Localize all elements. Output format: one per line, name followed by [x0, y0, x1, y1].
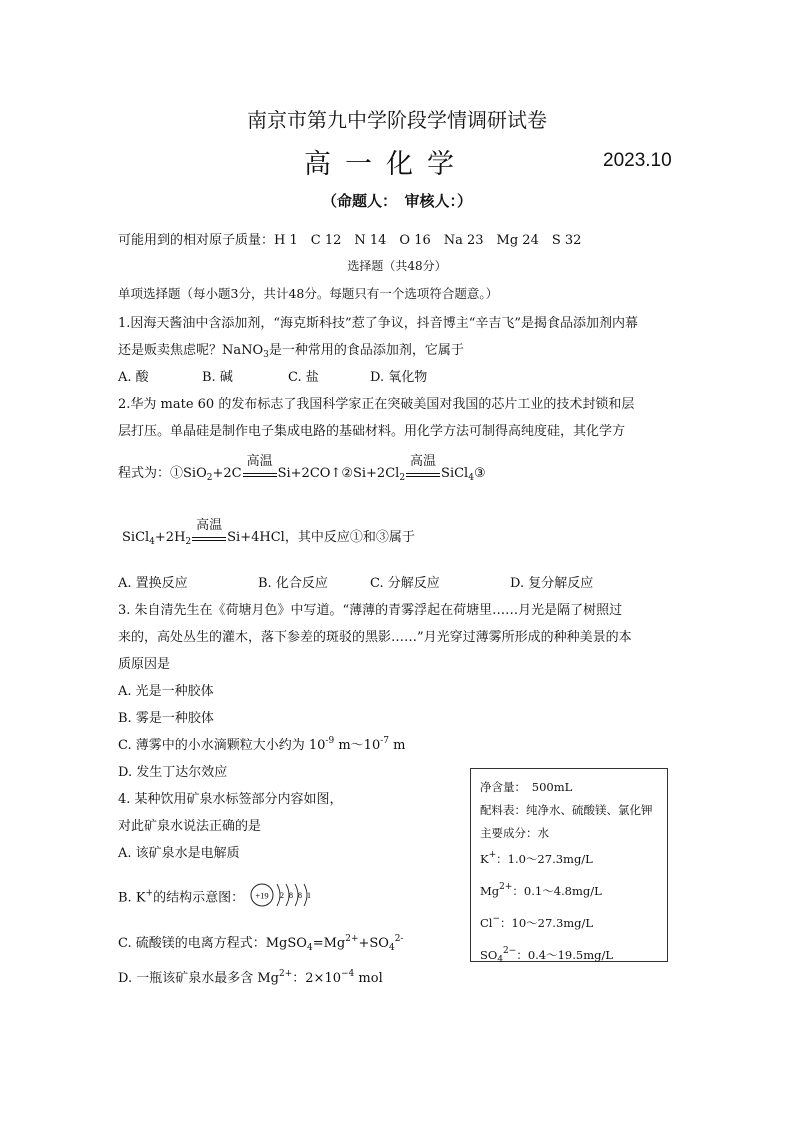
q4-option-b — [118, 886, 318, 910]
eq3-sub1: 4 — [149, 537, 155, 547]
condition-label-1: 高温 — [246, 454, 273, 469]
label-so4-row — [480, 944, 667, 976]
q2-option-a: A. 置换反应 — [118, 576, 188, 591]
cl-sup: − — [492, 914, 501, 924]
q3-c-sup1: -9 — [325, 736, 335, 746]
q2-line2: 层打压。单晶硅是制作电子集成电路的基础材料。用化学方法可制得高纯度硅，其化学方 — [118, 424, 626, 439]
eq1-mid: +2C — [212, 466, 242, 481]
q1-subscript: 3 — [263, 350, 269, 360]
shell-4-electrons: 1 — [307, 891, 312, 900]
eq1-sub: 2 — [206, 473, 213, 483]
eq3-rhs: Si+4HCl，其中反应①和③属于 — [227, 530, 415, 545]
subject-title: 高一化学 — [304, 149, 468, 180]
exam-title: 南京市第九中学阶段学情调研试卷 — [247, 108, 547, 132]
shell-3-electrons: 8 — [298, 891, 303, 900]
q4-d-sup2: −4 — [341, 969, 355, 979]
label-k-row — [480, 848, 667, 880]
q4-d-sup1: 2+ — [279, 969, 293, 979]
q3-c-text-b: m～10 — [334, 738, 381, 753]
q2-equation-3 — [122, 518, 415, 547]
q2-option-d: D. 复分解反应 — [510, 576, 594, 591]
section-title: 选择题（共48分） — [347, 259, 447, 273]
q4-c-sup1: 2+ — [345, 934, 359, 944]
q1-line2-text-a: 还是贩卖焦虑呢？NaNO — [118, 343, 264, 358]
exam-date: 2023.10 — [603, 150, 672, 171]
eq1-reactant: 程式为：①SiO — [118, 466, 207, 481]
q4-line1: 4. 某种饮用矿泉水标签部分内容如图， — [118, 792, 343, 807]
q4-option-d — [118, 967, 383, 986]
q2-option-c: C. 分解反应 — [370, 576, 440, 591]
q2-equation-line — [118, 454, 486, 483]
q1-line2 — [118, 339, 464, 360]
shell-1-electrons: 2 — [280, 891, 285, 900]
label-ingredients: 配料表：纯净水、硫酸镁、氯化钾 — [480, 803, 653, 817]
q3-option-c — [118, 734, 405, 753]
eq3-sub2: 2 — [185, 537, 192, 547]
label-mg-row — [480, 880, 667, 912]
label-cl-row — [480, 912, 667, 944]
reaction-condition-1 — [243, 454, 277, 477]
condition-label-2: 高温 — [410, 454, 437, 469]
q4-b-text-b: 的结构示意图： — [153, 890, 245, 906]
eq1-product: Si+2CO↑②Si+2Cl — [277, 466, 400, 481]
k-value: ：1.0～27.3mg/L — [496, 852, 593, 866]
q4-c-text-a: C. 硫酸镁的电离方程式：MgSO — [118, 936, 307, 951]
q4-b-text-a: B. K — [118, 890, 146, 906]
q4-d-text-a: D. 一瓶该矿泉水最多含 Mg — [118, 971, 279, 986]
so4-ion: SO — [480, 948, 498, 962]
q2-option-b: B. 化合反应 — [258, 576, 328, 591]
q4-c-sub2: 4 — [388, 943, 395, 953]
q3-option-a: A. 光是一种胶体 — [118, 684, 214, 699]
atomic-masses: 可能用到的相对原子质量：H 1 C 12 N 14 O 16 Na 23 Mg 24 S 32 — [118, 233, 582, 248]
q2-line1: 2.华为 mate 60 的发布标志了我国科学家正在突破美国对我国的芯片工业的技术封锁和层 — [118, 397, 635, 412]
q4-line2: 对此矿泉水说法正确的是 — [118, 819, 262, 834]
cl-value: ：10～27.3mg/L — [500, 916, 594, 930]
mg-sup: 2+ — [499, 882, 513, 892]
mg-ion: Mg — [480, 884, 500, 898]
mineral-water-label — [470, 768, 668, 965]
q4-c-text-b: =Mg — [312, 936, 346, 951]
eq2-product: SiCl — [441, 466, 469, 481]
reaction-condition-2 — [406, 454, 440, 477]
eq2-product-sub: 4 — [468, 473, 474, 483]
q1-line2-text-b: 是一种常用的食品添加剂，它属于 — [268, 343, 464, 358]
q3-line2: 来的，高处丛生的灌木，落下参差的斑驳的黑影……”月光穿过薄雾所形成的种种美景的本 — [118, 630, 632, 645]
q4-b-sup: + — [145, 888, 154, 899]
so4-sub: 4 — [497, 955, 504, 965]
cl-ion: Cl — [480, 916, 493, 930]
eq3-marker: ③ — [473, 466, 486, 481]
q4-c-sup2: 2- — [394, 934, 404, 944]
eq2-sub: 2 — [399, 473, 406, 483]
condition-label-3: 高温 — [196, 518, 223, 533]
q3-line3: 质原因是 — [118, 657, 171, 672]
q1-line1: 1.因海天酱油中含添加剂，“海克斯科技”惹了争议，抖音博主“辛吉飞”是揭食品添加剂内幕 — [118, 316, 638, 331]
eq3-lhs-b: +2H — [154, 530, 186, 545]
shell-2-electrons: 8 — [289, 891, 294, 900]
q1-option-a: A. 酸 — [118, 370, 149, 385]
q3-c-text-c: m — [389, 738, 406, 753]
so4-value: ：0.4～19.5mg/L — [516, 948, 613, 962]
so4-sup: 2− — [503, 946, 517, 956]
eq3-lhs-a: SiCl — [122, 530, 150, 545]
q4-d-text-b: ：2×10 — [292, 971, 341, 986]
q3-option-b: B. 雾是一种胶体 — [118, 711, 214, 726]
atom-nucleus-label: +19 — [255, 890, 269, 901]
q1-option-c: C. 盐 — [288, 370, 319, 385]
q4-c-sub1: 4 — [306, 943, 313, 953]
q4-option-c — [118, 932, 403, 953]
q4-c-text-c: +SO — [358, 936, 389, 951]
label-net-content: 净含量： 500mL — [480, 780, 573, 794]
k-ion: K — [480, 852, 489, 866]
q3-c-text-a: C. 薄雾中的小水滴颗粒大小约为 10 — [118, 738, 326, 753]
q4-option-a: A. 该矿泉水是电解质 — [118, 846, 240, 861]
q4-d-text-c: mol — [354, 971, 383, 986]
mg-value: ：0.1～4.8mg/L — [512, 884, 602, 898]
k-sup: + — [488, 850, 497, 860]
credits-line: （命题人： 审核人：） — [321, 192, 472, 210]
q3-line1: 3. 朱自清先生在《荷塘月色》中写道。“薄薄的青雾浮起在荷塘里……月光是隔了树照过 — [118, 603, 623, 618]
q3-c-sup2: -7 — [380, 736, 390, 746]
q1-option-b: B. 碱 — [202, 370, 233, 385]
instructions: 单项选择题（每小题3分，共计48分。每题只有一个选项符合题意。） — [118, 286, 499, 301]
q1-option-d: D. 氧化物 — [370, 370, 428, 385]
k-ion-structure-diagram — [248, 880, 318, 910]
q3-option-d: D. 发生丁达尔效应 — [118, 765, 228, 780]
label-main-component: 主要成分：水 — [480, 826, 549, 840]
reaction-condition-3 — [192, 518, 226, 541]
